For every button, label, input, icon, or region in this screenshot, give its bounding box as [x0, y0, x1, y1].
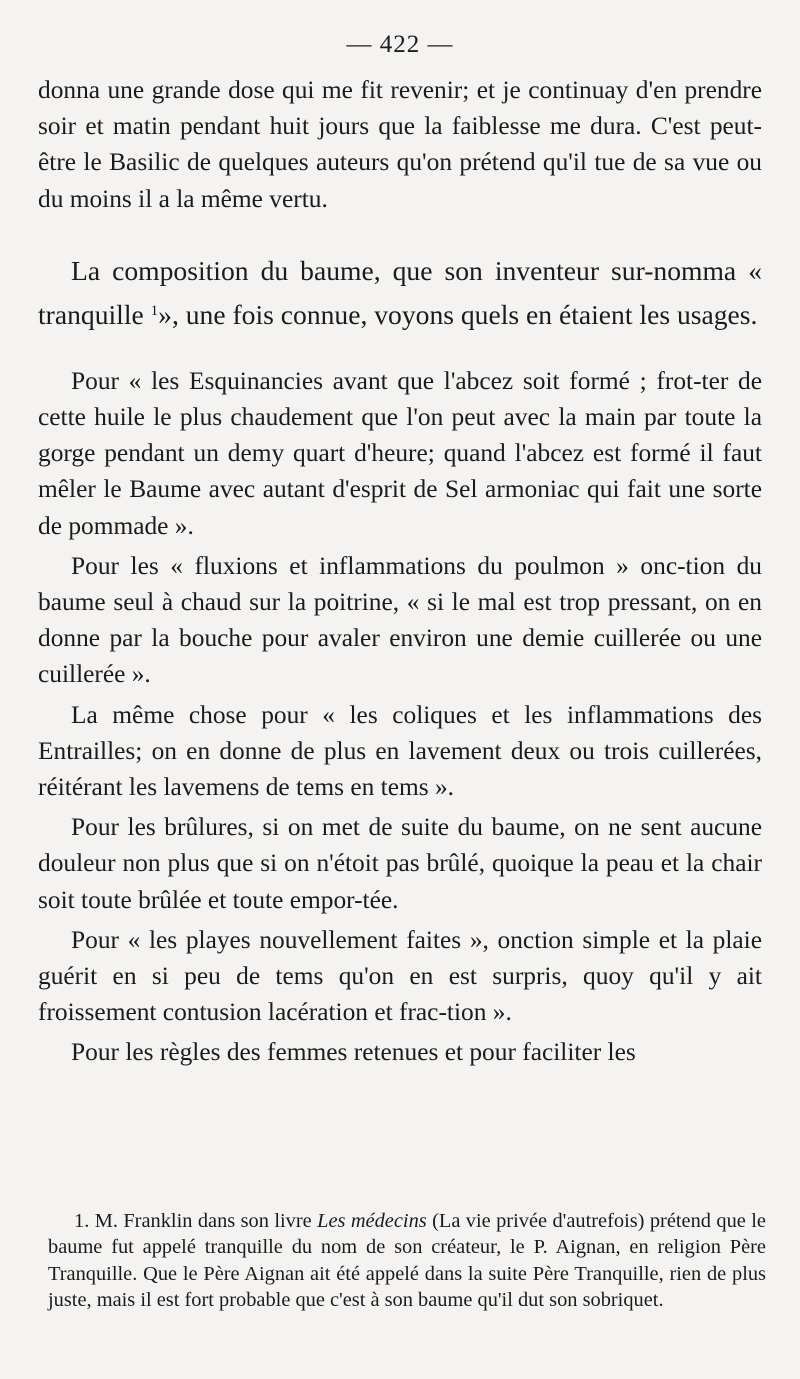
- paragraph-8: Pour les règles des femmes retenues et pour faciliter les: [71, 1038, 636, 1067]
- paragraph-2: [38, 251, 762, 335]
- paragraph-7: Pour « les playes nouvellement faites », onction simple et la plaie guérit en si peu de tems qu'on en est surpris, quoy qu'il y ait froissement contusion lacération et frac-tion ».: [38, 925, 762, 1027]
- paragraph-2-end: », une fois connue, voyons quels en étaient les usages.: [158, 298, 758, 330]
- paragraph-5: La même chose pour « les coliques et les inflammations des Entrailles; on en donne de plus en lavement deux ou trois cuillerées, réitérant les lavemens de tems en tems ».: [38, 700, 762, 802]
- page-body: [38, 30, 762, 1071]
- paragraph-2-start: La composition du baume, que son inventeur sur-nomma « tranquille: [38, 254, 762, 330]
- paragraph-4: Pour les « fluxions et inflammations du poulmon » onc-tion du baume seul à chaud sur la poitrine, « si le mal est trop pressant, on en donne par la bouche pour avaler environ une demie cuillerée ou une cuillerée ».: [38, 551, 762, 689]
- paragraph-6: Pour les brûlures, si on met de suite du baume, on ne sent aucune douleur non plus que si on n'étoit pas brûlé, quoique la peau et la chair soit toute brûlée et toute empor-tée.: [38, 813, 762, 914]
- footnote-number: 1.: [74, 1210, 90, 1232]
- footnote-ref: 1: [150, 302, 159, 319]
- footnote: [48, 1208, 766, 1314]
- paragraph-1: donna une grande dose qui me fit revenir; et je continuay d'en prendre soir et matin pendant huit jours que la faiblesse me dura. C'est peut-être le Basilic de quelques auteurs qu'on prétend qu'il tue de sa vue ou du moins il a la même vertu.: [38, 76, 762, 213]
- page-number: — 422 —: [346, 31, 454, 58]
- footnote-text-before: M. Franklin dans son livre: [94, 1210, 312, 1232]
- footnote-book-title: Les médecins: [317, 1210, 427, 1232]
- paragraph-3: Pour « les Esquinancies avant que l'abcez soit formé ; frot-ter de cette huile le plus chaudement que l'on peut avec la main par toute la gorge pendant un demy quart d'heure; quand l'abcez est formé il faut mêler le Baume avec autant d'esprit de Sel armoniac qui fait une sorte de pommade ».: [38, 366, 762, 540]
- footnote-text-after: (La vie privée d'autrefois) prétend que le baume fut appelé tranquille du nom de son créateur, le P. Aignan, en religion Père Tranquille. Que le Père Aignan ait été appelé dans la suite Père Tranquille, rien de plus juste, mais il est fort probable que c'est à son baume qu'il dut son sobriquet.: [48, 1210, 766, 1312]
